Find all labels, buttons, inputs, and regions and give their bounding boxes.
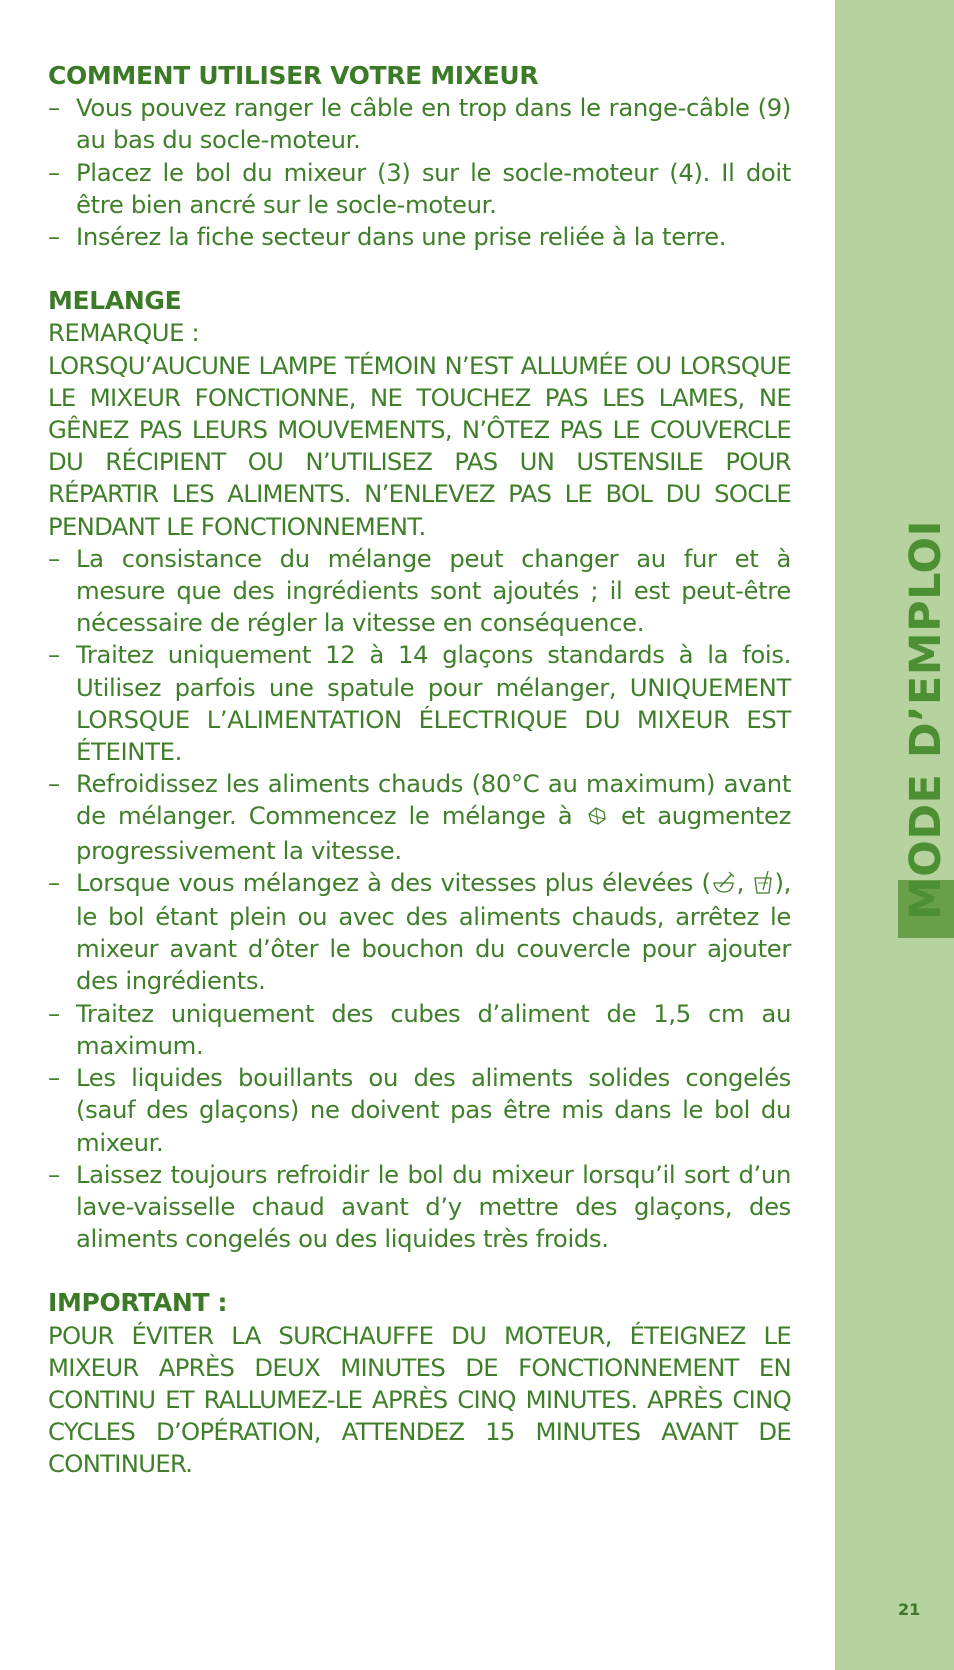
list-item: – Insérez la fiche secteur dans une prise reliée à la terre. bbox=[48, 221, 791, 253]
list-item bbox=[48, 867, 791, 998]
drink-speed-icon bbox=[752, 872, 774, 897]
mix-speed-icon bbox=[711, 872, 737, 897]
main-content bbox=[48, 60, 791, 1481]
list-item: – Vous pouvez ranger le câble en trop dans le range-câble (9) au bas du socle-moteur. bbox=[48, 92, 791, 156]
list-item-text: Lorsque vous mélangez à des vitesses plus élevées ( bbox=[76, 867, 711, 897]
list-item-text: Refroidissez les aliments chauds (80°C au maximum) avant de mélanger. Commencez le mélange à bbox=[76, 769, 791, 831]
note-label: REMARQUE : bbox=[48, 318, 200, 348]
chop-speed-icon bbox=[585, 805, 609, 830]
section-title-mixing: MELANGE bbox=[48, 286, 182, 316]
section-usage bbox=[48, 60, 791, 253]
list-item bbox=[48, 768, 791, 867]
section-title-important: IMPORTANT : bbox=[48, 1288, 228, 1318]
usage-list bbox=[48, 92, 791, 253]
list-item-text: , bbox=[736, 867, 753, 897]
list-item: – Placez le bol du mixeur (3) sur le socle-moteur (4). Il doit être bien ancré sur le socle-moteur. bbox=[48, 157, 791, 221]
list-item: – Les liquides bouillants ou des aliments solides congelés (sauf des glaçons) ne doivent pas être mis dans le bol du mixeur. bbox=[48, 1062, 791, 1159]
note-text: LORSQU’AUCUNE LAMPE TÉMOIN N’EST ALLUMÉE OU LORSQUE LE MIXEUR FONCTIONNE, NE TOUCHEZ PAS LES LAMES, NE GÊNEZ PAS LEURS MOUVEMENTS, N’ÔTEZ PAS LE COUVERCLE DU RÉCIPIENT OU N’UTILISEZ PAS UN USTENSILE POUR RÉPARTIR LES ALIMENTS. N’ENLEVEZ PAS LE BOL DU SOCLE PENDANT LE FONCTIONNEMENT. bbox=[48, 350, 791, 541]
sidebar-title: MODE D’EMPLOI bbox=[901, 519, 951, 921]
list-item: – Traitez uniquement des cubes d’aliment de 1,5 cm au maximum. bbox=[48, 998, 791, 1062]
list-item-text: et augmentez progressivement la vitesse. bbox=[76, 801, 791, 865]
section-title-usage: COMMENT UTILISER VOTRE MIXEUR bbox=[48, 61, 539, 90]
mixing-list bbox=[48, 543, 791, 1255]
page-number: 21 bbox=[898, 1600, 921, 1619]
list-item-text: ), le bol étant plein ou avec des aliments chauds, arrêtez le mixeur avant d’ôter le bouchon du couvercle pour ajouter des ingrédients. bbox=[76, 867, 791, 996]
list-item: – La consistance du mélange peut changer au fur et à mesure que des ingrédients sont ajoutés ; il est peut-être nécessaire de régler la vitesse en conséquence. bbox=[48, 543, 791, 640]
section-mixing bbox=[48, 285, 791, 1255]
list-item: – Traitez uniquement 12 à 14 glaçons standards à la fois. Utilisez parfois une spatule pour mélanger, UNIQUEMENT LORSQUE L’ALIMENTATION ÉLECTRIQUE DU MIXEUR EST ÉTEINTE. bbox=[48, 639, 791, 768]
section-important bbox=[48, 1287, 791, 1480]
list-item: – Laissez toujours refroidir le bol du mixeur lorsqu’il sort d’un lave-vaisselle chaud avant d’y mettre des glaçons, des aliments congelés ou des liquides très froids. bbox=[48, 1159, 791, 1256]
important-text: POUR ÉVITER LA SURCHAUFFE DU MOTEUR, ÉTEIGNEZ LE MIXEUR APRÈS DEUX MINUTES DE FONCTIONNEMENT EN CONTINU ET RALLUMEZ-LE APRÈS CINQ MINUTES. APRÈS CINQ CYCLES D’OPÉRATION, ATTENDEZ 15 MINUTES AVANT DE CONTINUER. bbox=[48, 1320, 791, 1479]
